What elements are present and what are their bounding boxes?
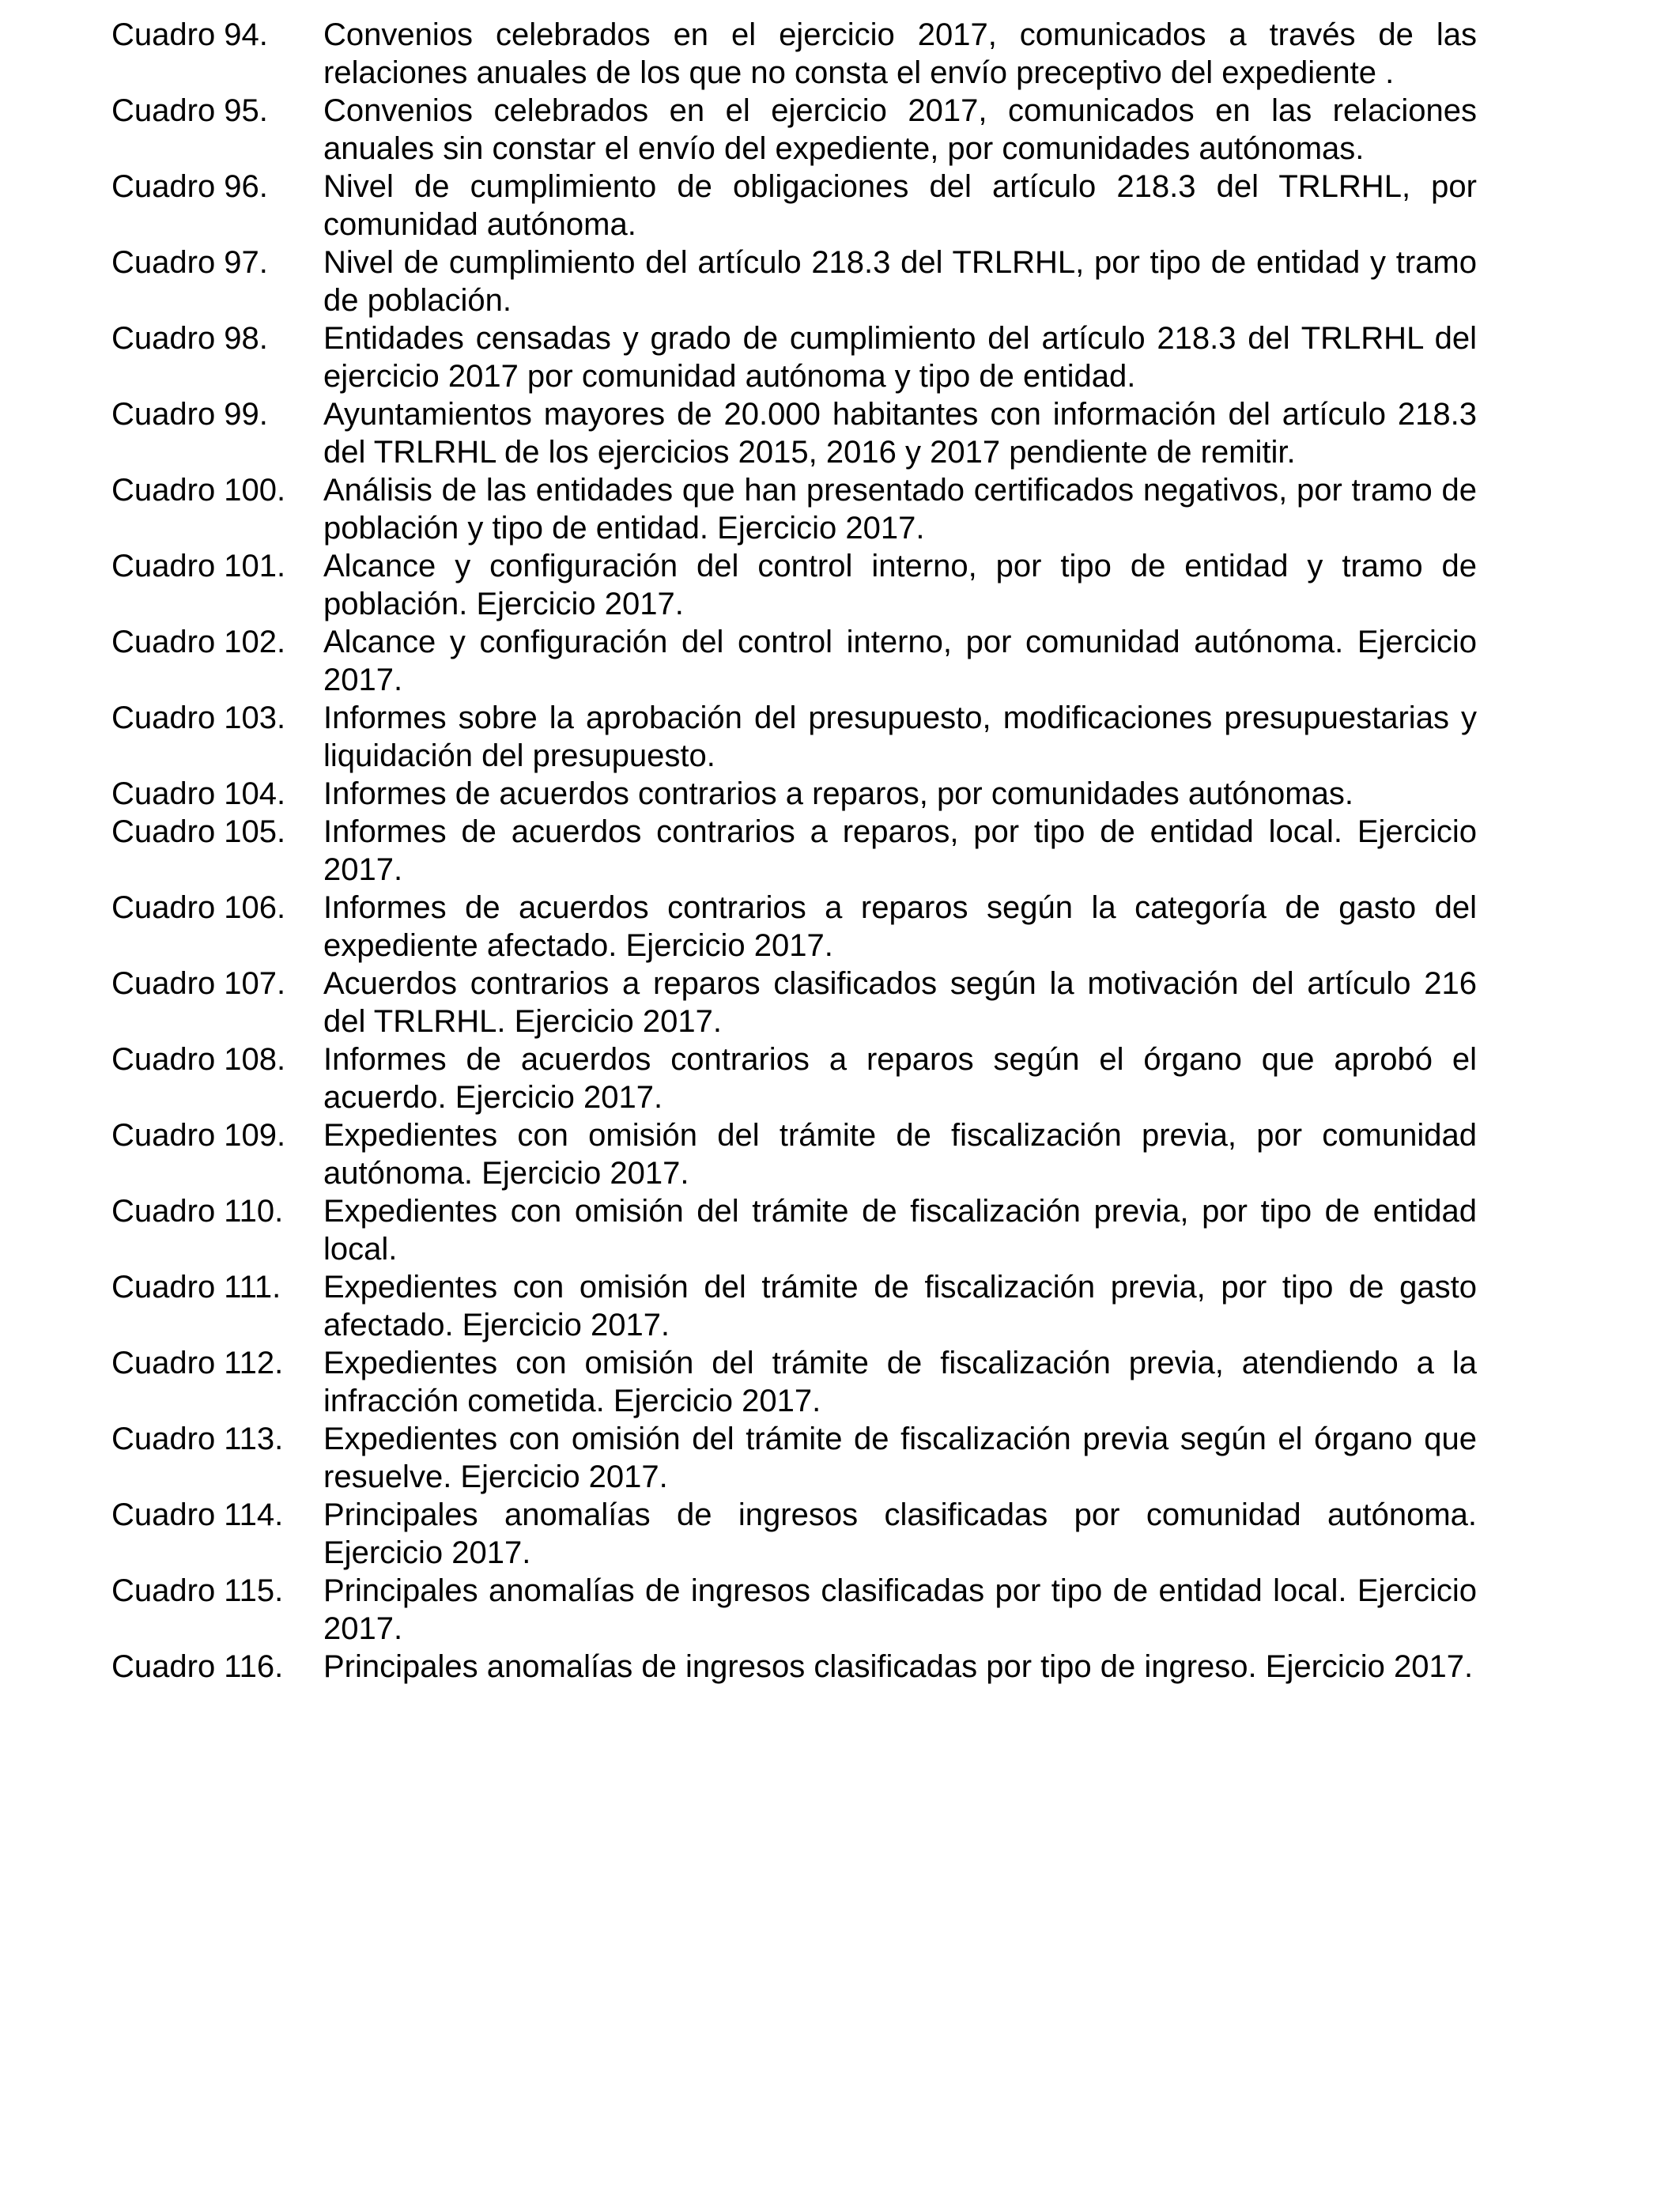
list-item xyxy=(111,889,1477,965)
entry-description: Convenios celebrados en el ejercicio 2017, comunicados en las relaciones anuales sin constar el envío del expediente, por comunidades autónomas. xyxy=(323,93,1477,166)
entry-description: Expedientes con omisión del trámite de fiscalización previa, atendiendo a la infracción cometida. Ejercicio 2017. xyxy=(323,1346,1477,1418)
entry-description: Informes de acuerdos contrarios a reparos, por tipo de entidad local. Ejercicio 2017. xyxy=(323,814,1477,887)
list-item xyxy=(111,1192,1477,1268)
table-index-list xyxy=(111,16,1477,1686)
list-item xyxy=(111,623,1477,699)
entry-label: Cuadro 104. xyxy=(111,776,286,811)
list-item xyxy=(111,1268,1477,1344)
entry-label: Cuadro 113. xyxy=(111,1422,284,1456)
list-item xyxy=(111,471,1477,547)
list-item xyxy=(111,1116,1477,1192)
entry-label: Cuadro 107. xyxy=(111,966,286,1001)
entry-label: Cuadro 116. xyxy=(111,1649,284,1684)
entry-description: Expedientes con omisión del trámite de fiscalización previa según el órgano que resuelve. Ejercicio 2017. xyxy=(323,1422,1477,1494)
entry-description: Principales anomalías de ingresos clasificadas por comunidad autónoma. Ejercicio 2017. xyxy=(323,1497,1477,1570)
entry-description: Informes de acuerdos contrarios a reparos según la categoría de gasto del expediente afectado. Ejercicio 2017. xyxy=(323,890,1477,963)
list-item xyxy=(111,1496,1477,1572)
entry-description: Análisis de las entidades que han presentado certificados negativos, por tramo de población y tipo de entidad. Ejercicio 2017. xyxy=(323,473,1477,546)
entry-description: Alcance y configuración del control interno, por comunidad autónoma. Ejercicio 2017. xyxy=(323,625,1477,697)
entry-label: Cuadro 101. xyxy=(111,549,286,583)
entry-label: Cuadro 103. xyxy=(111,700,286,735)
entry-description: Convenios celebrados en el ejercicio 2017, comunicados a través de las relaciones anuales de los que no consta el envío preceptivo del expediente . xyxy=(323,17,1477,90)
entry-label: Cuadro 108. xyxy=(111,1042,286,1077)
list-item xyxy=(111,1420,1477,1496)
list-item xyxy=(111,1040,1477,1116)
list-item xyxy=(111,699,1477,775)
list-item xyxy=(111,965,1477,1040)
list-item xyxy=(111,244,1477,319)
entry-description: Principales anomalías de ingresos clasificadas por tipo de entidad local. Ejercicio 2017. xyxy=(323,1573,1477,1646)
list-item xyxy=(111,1572,1477,1648)
list-item xyxy=(111,775,1477,813)
list-item xyxy=(111,547,1477,623)
entry-description: Expedientes con omisión del trámite de fiscalización previa, por tipo de gasto afectado. Ejercicio 2017. xyxy=(323,1270,1477,1342)
entry-description: Expedientes con omisión del trámite de fiscalización previa, por tipo de entidad local. xyxy=(323,1194,1477,1267)
entry-description: Nivel de cumplimiento del artículo 218.3 del TRLRHL, por tipo de entidad y tramo de población. xyxy=(323,245,1477,318)
entry-description: Principales anomalías de ingresos clasificadas por tipo de ingreso. Ejercicio 2017. xyxy=(323,1649,1474,1684)
entry-label: Cuadro 115. xyxy=(111,1573,284,1608)
list-item xyxy=(111,16,1477,92)
entry-label: Cuadro 95. xyxy=(111,93,268,128)
entry-label: Cuadro 96. xyxy=(111,169,268,204)
entry-label: Cuadro 97. xyxy=(111,245,268,280)
entry-description: Alcance y configuración del control interno, por tipo de entidad y tramo de población. Ejercicio 2017. xyxy=(323,549,1477,621)
entry-description: Informes de acuerdos contrarios a reparos, por comunidades autónomas. xyxy=(323,776,1353,811)
entry-label: Cuadro 111. xyxy=(111,1270,281,1305)
entry-label: Cuadro 105. xyxy=(111,814,286,849)
entry-label: Cuadro 102. xyxy=(111,625,286,659)
entry-label: Cuadro 94. xyxy=(111,17,268,52)
entry-label: Cuadro 114. xyxy=(111,1497,284,1532)
entry-description: Expedientes con omisión del trámite de fiscalización previa, por comunidad autónoma. Ejercicio 2017. xyxy=(323,1118,1477,1191)
list-item xyxy=(111,1344,1477,1420)
entry-label: Cuadro 106. xyxy=(111,890,286,925)
entry-description: Acuerdos contrarios a reparos clasificados según la motivación del artículo 216 del TRLRHL. Ejercicio 2017. xyxy=(323,966,1477,1039)
entry-description: Informes de acuerdos contrarios a reparos según el órgano que aprobó el acuerdo. Ejercicio 2017. xyxy=(323,1042,1477,1115)
entry-label: Cuadro 100. xyxy=(111,473,286,508)
list-item xyxy=(111,395,1477,471)
entry-description: Ayuntamientos mayores de 20.000 habitantes con información del artículo 218.3 del TRLRHL de los ejercicios 2015, 2016 y 2017 pendiente de remitir. xyxy=(323,397,1477,470)
list-item xyxy=(111,319,1477,395)
entry-description: Entidades censadas y grado de cumplimiento del artículo 218.3 del TRLRHL del ejercicio 2017 por comunidad autónoma y tipo de entidad. xyxy=(323,321,1477,394)
entry-label: Cuadro 110. xyxy=(111,1194,284,1229)
list-item xyxy=(111,92,1477,168)
entry-description: Informes sobre la aprobación del presupuesto, modificaciones presupuestarias y liquidación del presupuesto. xyxy=(323,700,1477,773)
list-item xyxy=(111,813,1477,889)
list-item xyxy=(111,168,1477,244)
entry-label: Cuadro 112. xyxy=(111,1346,284,1380)
entry-label: Cuadro 99. xyxy=(111,397,268,432)
list-item xyxy=(111,1648,1477,1686)
entry-description: Nivel de cumplimiento de obligaciones del artículo 218.3 del TRLRHL, por comunidad autónoma. xyxy=(323,169,1477,242)
entry-label: Cuadro 98. xyxy=(111,321,268,356)
entry-label: Cuadro 109. xyxy=(111,1118,286,1153)
